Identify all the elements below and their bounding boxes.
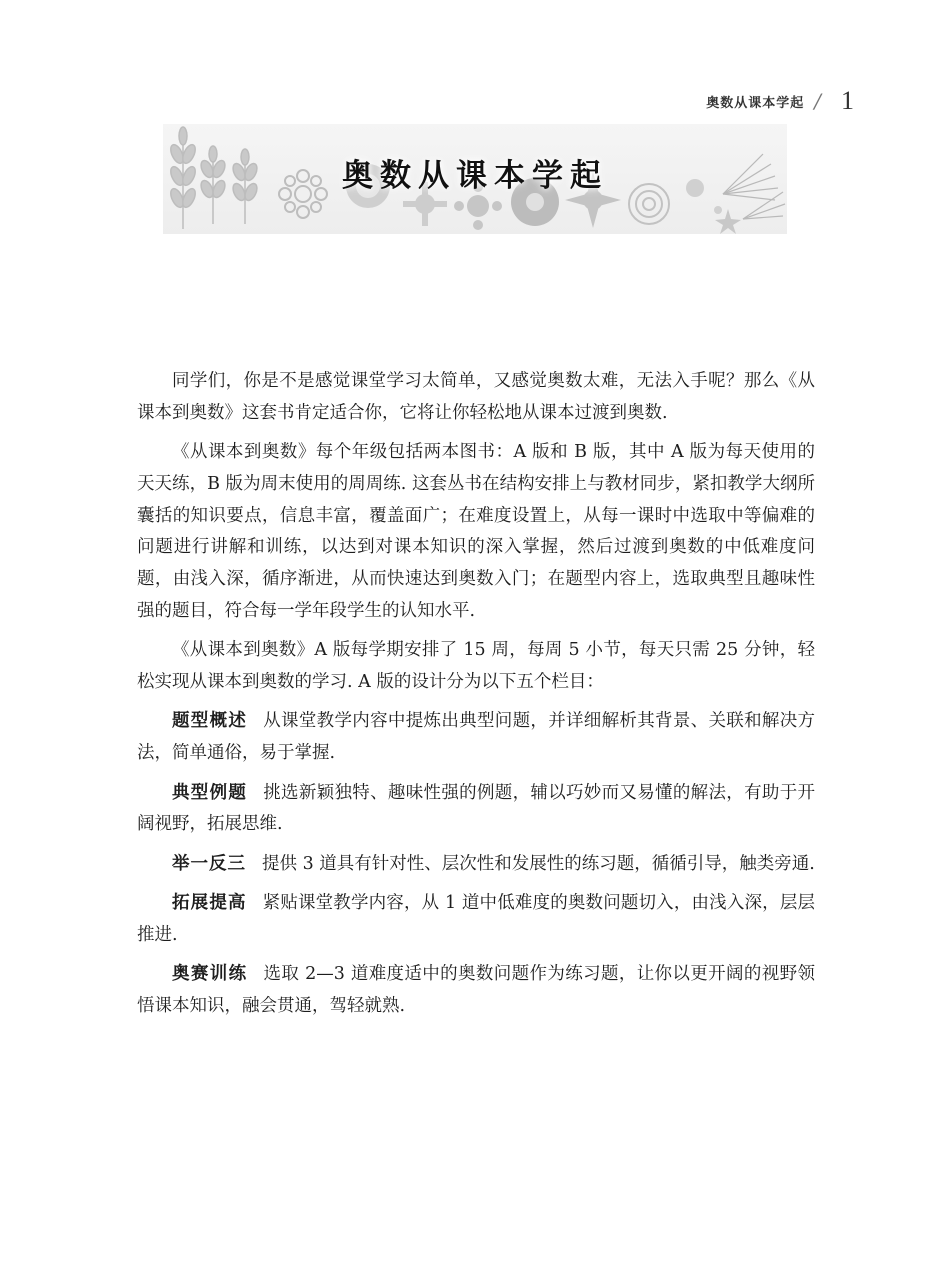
section-label: 拓展提高: [172, 892, 247, 913]
section-label: 举一反三: [172, 853, 246, 874]
section-label: 典型例题: [172, 782, 248, 803]
series-description-paragraph: 《从课本到奥数》每个年级包括两本图书：A 版和 B 版，其中 A 版为每天使用的天天练，B 版为周末使用的周周练. 这套丛书在结构安排上与教材同步，紧扣教学大纲所囊括的知识要点，信息丰富，覆盖面广；在难度设置上，从每一课时中选取中等偏难的问题进行讲解和训练，以达到对课本知识的深入掌握，然后过渡到奥数的中低难度问题，由浅入深，循序渐进，从而快速达到奥数入门；在题型内容上，选取典型且趣味性强的题目，符合每一学年段学生的认知水平.: [137, 442, 815, 622]
section-paragraph: [137, 706, 815, 770]
schedule-paragraph: 《从课本到奥数》A 版每学期安排了 15 周，每周 5 小节，每天只需 25 分钟，轻松实现从课本到奥数的学习. A 版的设计分为以下五个栏目：: [137, 640, 815, 693]
section-label: 题型概述: [172, 711, 248, 732]
section-text: 从课堂教学内容中提炼出典型问题，并详细解析其背景、关联和解决方法，简单通俗，易于掌握.: [137, 711, 816, 764]
section-text: 紧贴课堂教学内容，从 1 道中低难度的奥数问题切入，由浅入深，层层推进.: [137, 892, 815, 945]
header-divider: /: [814, 89, 821, 113]
section-label: 奥赛训练: [172, 964, 248, 985]
section-paragraph: [137, 888, 815, 952]
body-content: [137, 366, 815, 1030]
chapter-title: 奥数从课本学起: [342, 158, 608, 194]
page-number: 1: [841, 86, 854, 115]
section-text: 选取 2—3 道难度适中的奥数问题作为练习题，让你以更开阔的视野领悟课本知识，融会贯通，驾轻就熟.: [137, 964, 815, 1016]
intro-paragraph: 同学们，你是不是感觉课堂学习太简单，又感觉奥数太难，无法入手呢？那么《从课本到奥数》这套书肯定适合你，它将让你轻松地从课本过渡到奥数.: [137, 371, 815, 423]
section-paragraph: [137, 778, 815, 842]
section-paragraph: [137, 849, 815, 881]
section-paragraph: [137, 959, 815, 1023]
section-text: 提供 3 道具有针对性、层次性和发展性的练习题，循循引导，触类旁通.: [262, 853, 815, 874]
running-title: 奥数从课本学起: [706, 95, 805, 111]
section-text: 挑选新颖独特、趣味性强的例题，辅以巧妙而又易懂的解法，有助于开阔视野，拓展思维.: [137, 782, 816, 835]
running-header: [706, 86, 854, 116]
